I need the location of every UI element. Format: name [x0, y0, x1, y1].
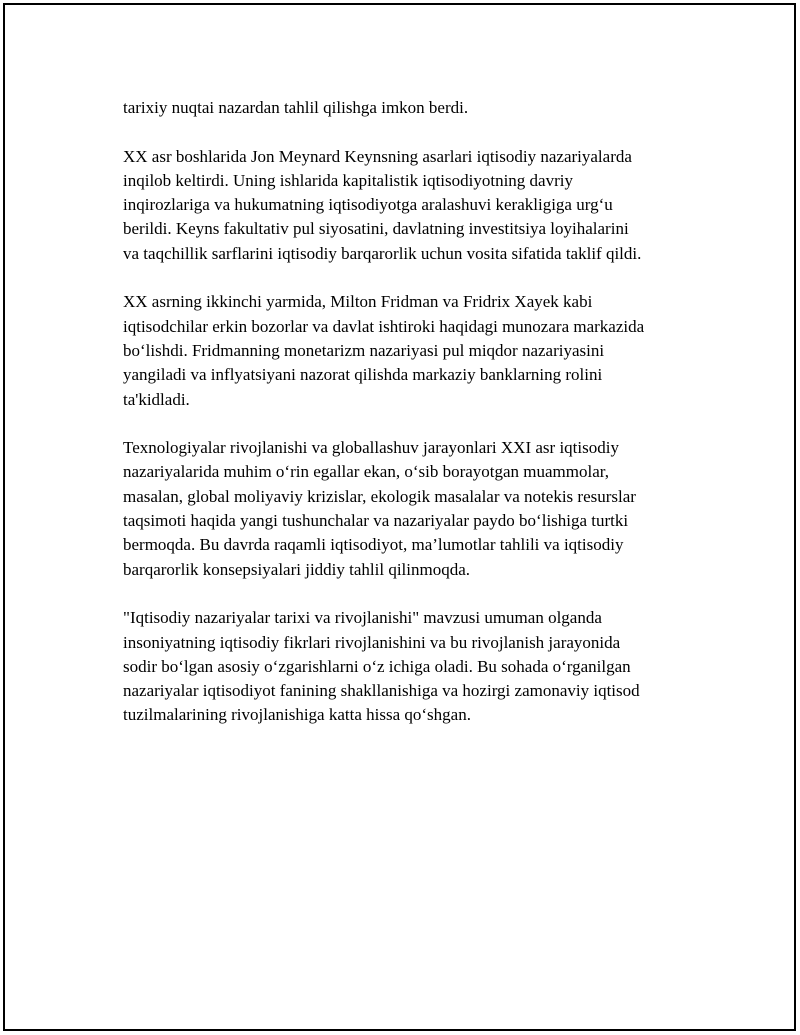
- page-frame: [3, 3, 796, 1031]
- paragraph: tarixiy nuqtai nazardan tahlil qilishga imkon berdi.: [123, 98, 469, 117]
- paragraph: Texnologiyalar rivojlanishi va globallashuv jarayonlari XXI asr iqtisodiy nazariyalarida muhim o‘rin egallar ekan, o‘sib borayotgan muammolar, masalan, global moliyaviy krizislar, ekologik masalalar va notekis resurslar taqsimoti haqida yangi tushunchalar va nazariyalar paydo bo‘lishiga turtki bermoqda. Bu davrda raqamli iqtisodiyot, ma’lumotlar tahlili va iqtisodiy barqarorlik konsepsiyalari jiddiy tahlil qilinmoqda.: [123, 438, 636, 579]
- paragraph: XX asr boshlarida Jon Meynard Keynsning asarlari iqtisodiy nazariyalarda inqilob keltirdi. Uning ishlarida kapitalistik iqtisodiyotning davriy inqirozlariga va hukumatning iqtisodiyotga aralashuvi kerakligiga urg‘u berildi. Keyns fakultativ pul siyosatini, davlatning investitsiya loyihalarini va taqchillik sarflarini iqtisodiy barqarorlik uchun vosita sifatida taklif qildi.: [123, 146, 642, 263]
- paragraph: XX asrning ikkinchi yarmida, Milton Fridman va Fridrix Xayek kabi iqtisodchilar erkin bozorlar va davlat ishtiroki haqidagi munozara markazida bo‘lishdi. Fridmanning monetarizm nazariyasi pul miqdor nazariyasini yangiladi va inflyatsiyani nazorat qilishda markaziy banklarning rolini ta'kidladi.: [123, 292, 645, 409]
- paragraph: "Iqtisodiy nazariyalar tarixi va rivojlanishi" mavzusi umuman olganda insoniyatning iqtisodiy fikrlari rivojlanishini va bu rivojlanish jarayonida sodir bo‘lgan asosiy o‘zgarishlarni o‘z ichiga oladi. Bu sohada o‘rganilgan nazariyalar iqtisodiyot fanining shakllanishiga va hozirgi zamonaviy iqtisod tuzilmalarining rivojlanishiga katta hissa qo‘shgan.: [123, 608, 640, 725]
- page-content: [123, 96, 698, 752]
